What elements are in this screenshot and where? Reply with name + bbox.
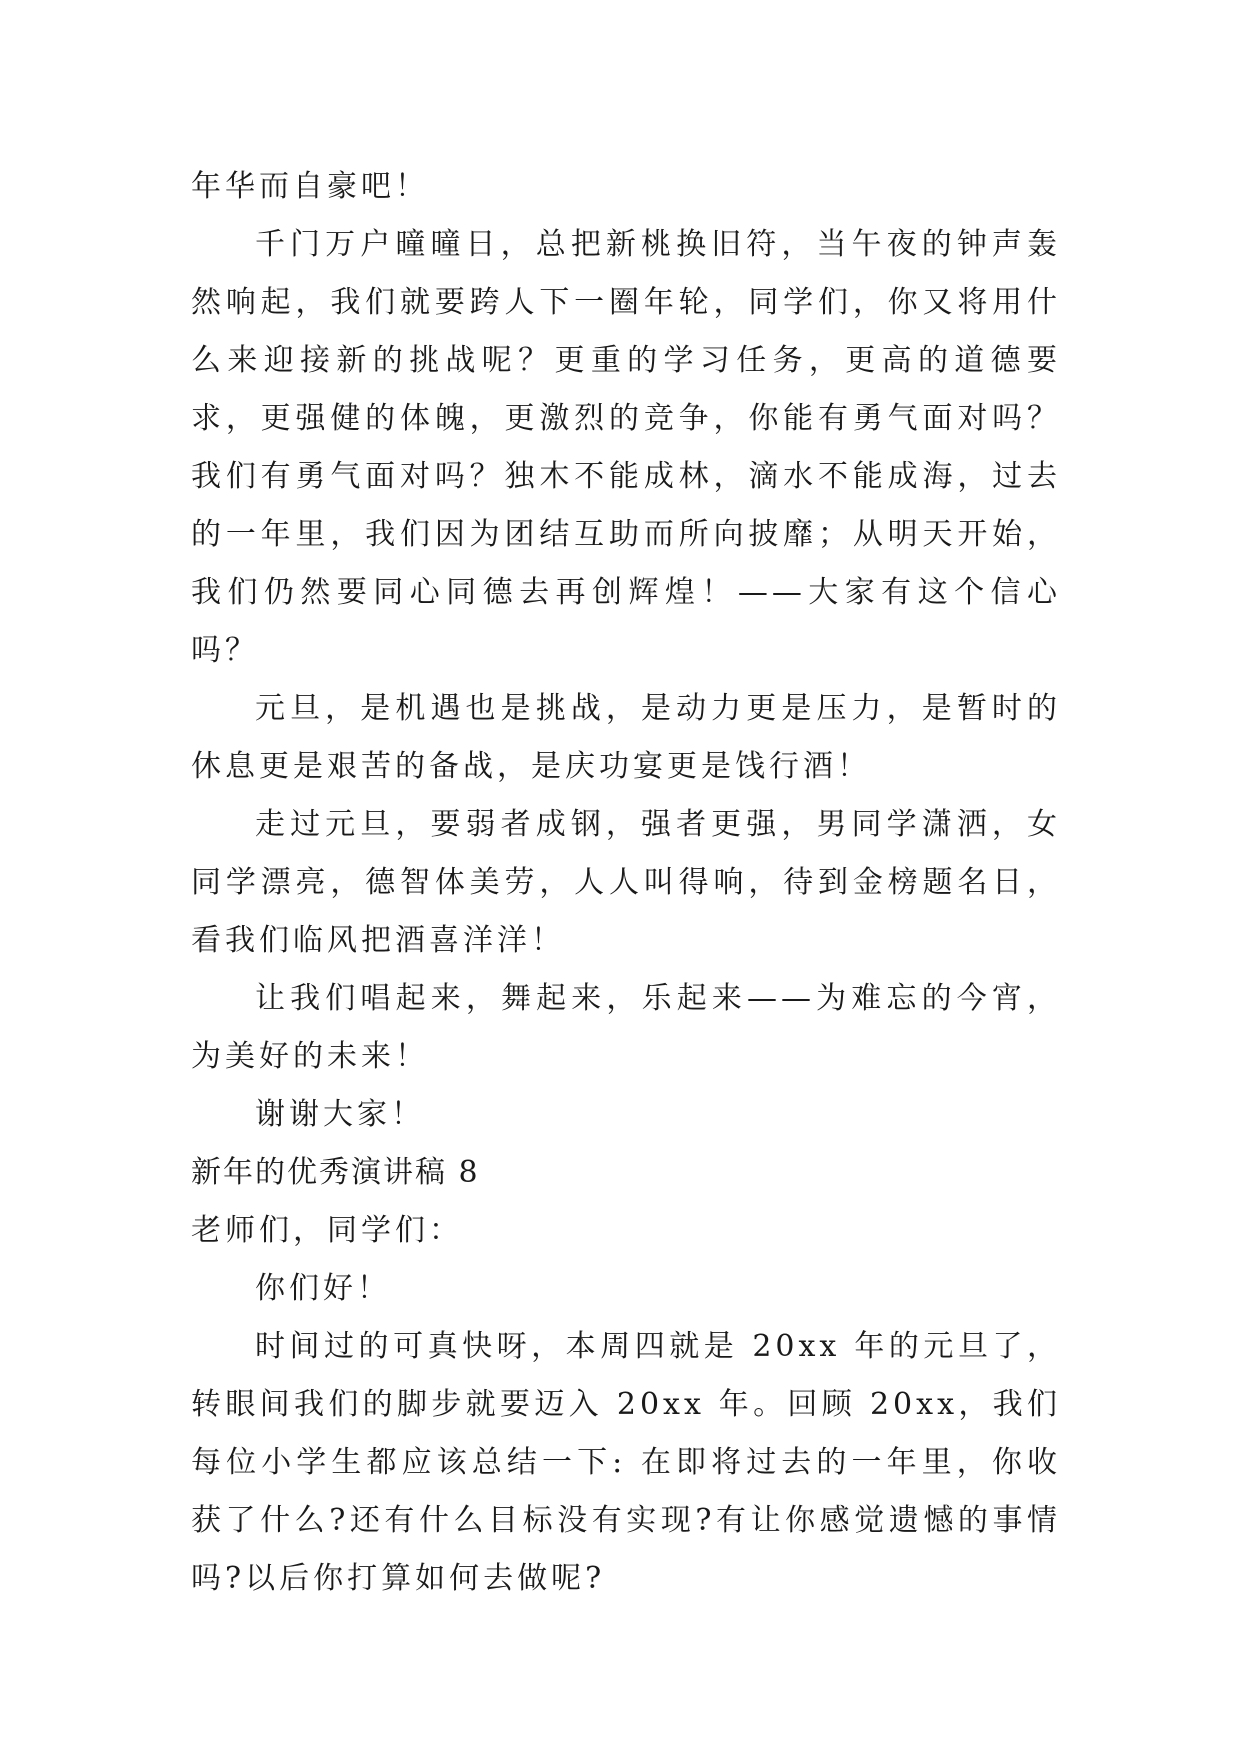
paragraph-3: 元旦，是机遇也是挑战，是动力更是压力，是暂时的休息更是艰苦的备战，是庆功宴更是饯行酒！ — [191, 691, 1061, 784]
paragraph-5: 让我们唱起来，舞起来，乐起来——为难忘的今宵，为美好的未来！ — [191, 981, 1061, 1074]
paragraph-1: 年华而自豪吧！ — [191, 169, 429, 204]
section-title: 新年的优秀演讲稿 8 — [191, 1155, 480, 1190]
salutation: 老师们，同学们： — [191, 1213, 463, 1248]
greeting: 你们好！ — [255, 1271, 391, 1306]
paragraph-10: 时间过的可真快呀，本周四就是 20xx 年的元旦了，转眼间我们的脚步就要迈入 20xx 年。回顾 20xx，我们每位小学生都应该总结一下: 在即将过去的一年里，你收获了什么?还有什么目标没有实现?有让你感觉遗憾的事情吗?以后你打算如何去做呢? — [191, 1329, 1061, 1596]
paragraph-4: 走过元旦，要弱者成钢，强者更强，男同学潇洒，女同学漂亮，德智体美劳，人人叫得响，待到金榜题名日，看我们临风把酒喜洋洋！ — [191, 807, 1061, 958]
paragraph-2: 千门万户曈曈日，总把新桃换旧符，当午夜的钟声轰然响起，我们就要跨人下一圈年轮，同学们，你又将用什么来迎接新的挑战呢？更重的学习任务，更高的道德要求，更强健的体魄，更激烈的竞争，你能有勇气面对吗？我们有勇气面对吗？独木不能成林，滴水不能成海，过去的一年里，我们因为团结互助而所向披靡；从明天开始，我们仍然要同心同德去再创辉煌！——大家有这个信心吗？ — [191, 227, 1061, 668]
document-body — [191, 158, 1061, 1608]
paragraph-6: 谢谢大家！ — [255, 1097, 425, 1132]
